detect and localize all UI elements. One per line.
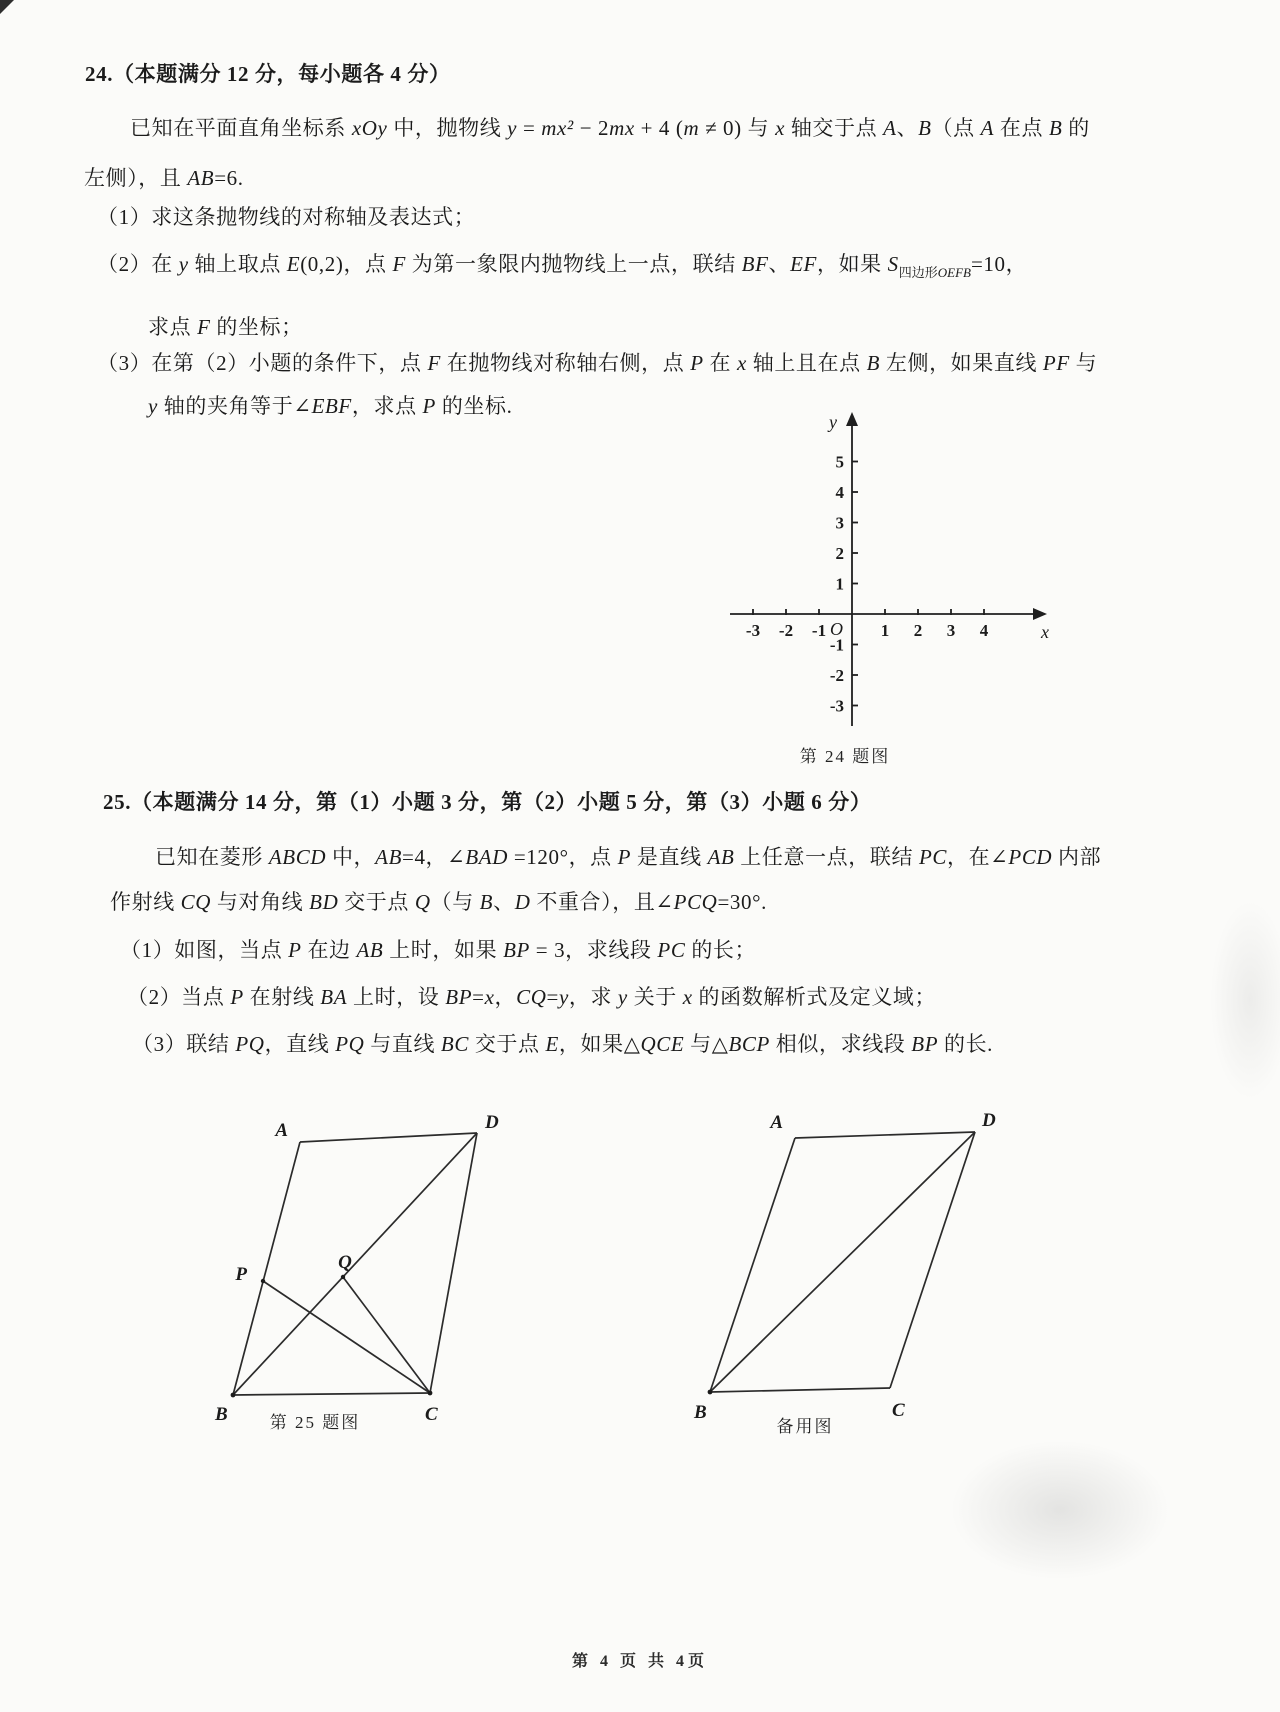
edge-AB [710,1138,795,1392]
y-tick-label: -1 [829,635,844,655]
problem24-intro-line2: 左侧），且 AB=6. [84,166,244,190]
vertex-label-P: P [235,1264,247,1285]
y-tick-label: 3 [835,513,844,533]
vertex-label-D: D [485,1112,499,1133]
problem24-part2-area-subscript: 四边形OEFB [898,265,971,280]
y-tick-label: 1 [835,574,844,594]
problem24-part2-suffix: =10， [970,252,1028,276]
x-tick-label: 4 [979,621,989,640]
figure25-rhombus-diagram [175,1090,595,1430]
problem25-part3: （3）联结 PQ，直线 PQ 与直线 BC 交于点 E，如果△QCE 与△BCP 相似，求线段 BP 的长. [132,1032,994,1056]
vertex-label-C: C [892,1400,905,1421]
segment-QC [343,1277,430,1393]
problem24-heading: 24.（本题满分 12 分，每小题各 4 分） [85,62,451,86]
edge-CD [890,1132,975,1388]
figure-spare-rhombus-diagram [640,1090,1040,1430]
x-axis-arrow [1033,608,1047,620]
problem25-intro-line1: 已知在菱形 ABCD 中，AB=4，∠BAD =120°，点 P 是直线 AB 上任意一点，联结 PC，在∠PCD 内部 [155,845,1102,869]
y-tick-label: 2 [835,544,844,563]
problem24-intro-line1: 已知在平面直角坐标系 xOy 中，抛物线 y = mx² − 2mx + 4 (m ≠ 0) 与 x 轴交于点 A、B（点 A 在点 B 的 [130,116,1090,140]
y-tick-label: -2 [829,666,844,685]
vertex-label-A: A [275,1120,288,1141]
x-tick-label: 1 [880,621,890,640]
figure25-caption: 第 25 题图 [269,1413,361,1432]
problem25-part2: （2）当点 P 在射线 BA 上时，设 BP=x，CQ=y，求 y 关于 x 的函数解析式及定义域； [127,985,937,1009]
y-axis-label: y [829,412,837,432]
problem24-part2-line1 [97,252,1027,281]
problem25-heading: 25.（本题满分 14 分，第（1）小题 3 分，第（2）小题 5 分，第（3）小题 6 分） [103,790,872,814]
problem24-part2-prefix: （2）在 y 轴上取点 E(0,2)，点 F 为第一象限内抛物线上一点，联结 BF、EF，如果 S [97,252,899,276]
problem24-part3-line2: y 轴的夹角等于∠EBF，求点 P 的坐标. [148,394,513,418]
x-tick-label: 2 [913,621,923,640]
x-axis-label: x [1041,622,1049,642]
figure-spare-caption: 备用图 [776,1417,834,1436]
figure-spare-edges [710,1132,975,1392]
origin-label: O [830,619,843,639]
problem24-part2-line2: 求点 F 的坐标； [148,315,303,339]
vertex-label-C: C [425,1404,438,1425]
figure-spare-vertex-dots [708,1390,713,1395]
problem24-part3-line1: （3）在第（2）小题的条件下，点 F 在抛物线对称轴右侧，点 P 在 x 轴上且在点 B 左侧，如果直线 PF 与 [97,351,1098,375]
x-tick-label: 3 [946,621,956,640]
vertex-label-A: A [770,1112,783,1133]
y-tick-label: 4 [835,483,844,502]
page-number-footer: 第 4 页 共 4页 [571,1653,708,1670]
problem24-part1: （1）求这条抛物线的对称轴及表达式； [97,205,476,229]
scan-smudge [1210,900,1280,1100]
problem25-part1: （1）如图，当点 P 在边 AB 上时，如果 BP = 3，求线段 PC 的长； [120,938,757,962]
edge-AD [795,1132,975,1138]
edge-AD [300,1133,477,1142]
figure25-vertex-dots [231,1275,433,1398]
diagonal-BD [710,1132,975,1392]
scan-smudge [950,1440,1170,1580]
y-tick-label: 5 [835,452,844,472]
x-tick-label: -1 [811,621,827,640]
vertex-label-Q: Q [338,1252,352,1273]
scan-corner-artifact [0,0,14,14]
y-axis-arrow [846,412,858,426]
x-tick-label: -2 [778,621,794,640]
x-tick-label: -3 [745,621,761,640]
figure24-coordinate-axes [715,412,1050,752]
vertex-label-D: D [982,1110,996,1131]
figure24-caption: 第 24 题图 [799,747,891,766]
figure25-edges [233,1133,477,1395]
edge-BC [710,1388,890,1392]
edge-CD [430,1133,477,1393]
vertex-label-B: B [215,1404,228,1425]
y-tick-label: -3 [829,696,844,716]
vertex-label-B: B [694,1402,707,1423]
edge-BC [233,1393,430,1395]
diagonal-BD [233,1133,477,1395]
problem25-intro-line2: 作射线 CQ 与对角线 BD 交于点 Q（与 B、D 不重合），且∠PCQ=30°. [110,890,767,914]
